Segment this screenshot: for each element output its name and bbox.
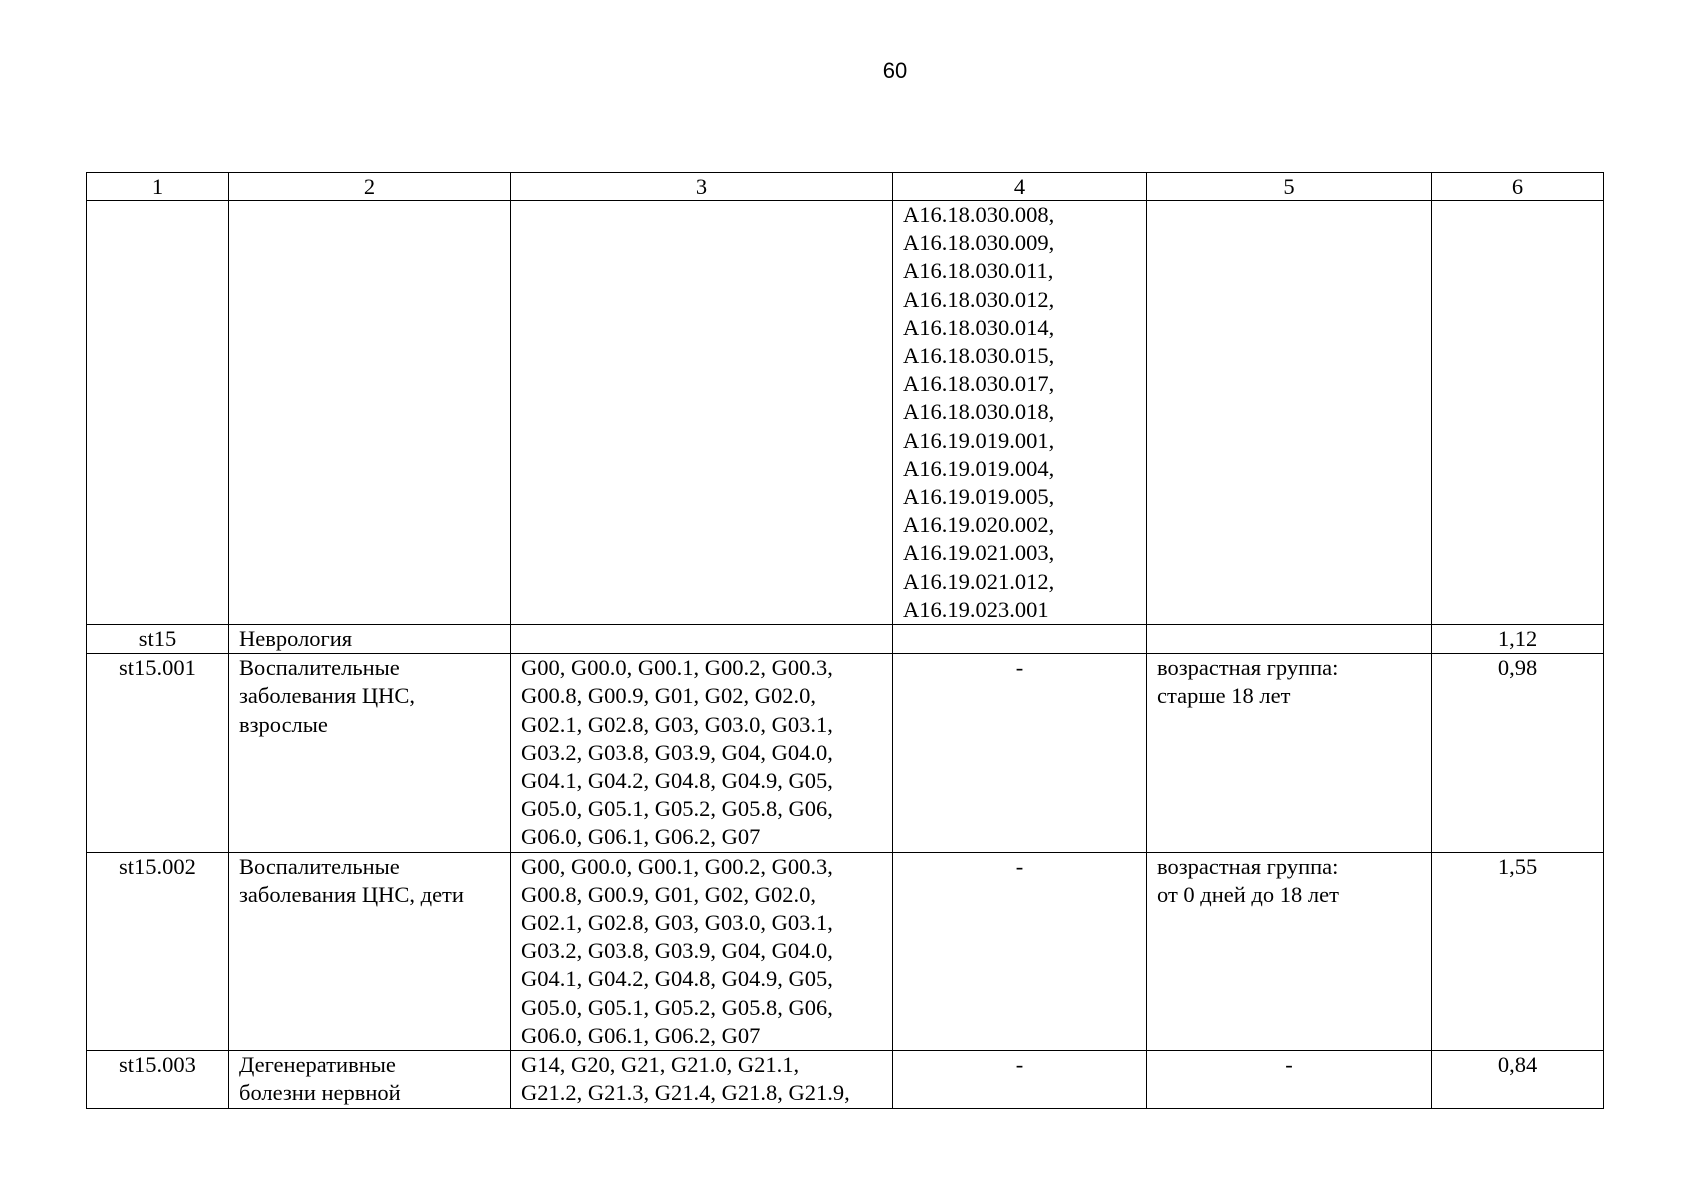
coefficient-cell: 0,98 <box>1432 654 1604 852</box>
coefficient-cell: 0,84 <box>1432 1051 1604 1108</box>
criteria-cell <box>1147 852 1432 1050</box>
code-cell <box>87 201 229 625</box>
name-line: взрослые <box>239 711 328 737</box>
diagnosis-line: G00.8, G00.9, G01, G02, G02.0, <box>521 683 816 709</box>
operation-code: A16.18.030.009, <box>903 230 1055 256</box>
operation-code: A16.18.030.015, <box>903 343 1055 369</box>
criteria-line: от 0 дней до 18 лет <box>1157 881 1339 907</box>
column-number-1: 1 <box>87 173 229 201</box>
operation-code: A16.18.030.017, <box>903 371 1055 397</box>
table-row-st15-003 <box>87 1051 1604 1108</box>
diagnosis-line: G06.0, G06.1, G06.2, G07 <box>521 1022 761 1048</box>
criteria-line: возрастная группа: <box>1157 655 1339 681</box>
column-number-2: 2 <box>229 173 511 201</box>
column-number-5: 5 <box>1147 173 1432 201</box>
diagnosis-line: G00, G00.0, G00.1, G00.2, G00.3, <box>521 655 833 681</box>
page-number: 60 <box>882 58 908 83</box>
diagnosis-line: G21.2, G21.3, G21.4, G21.8, G21.9, <box>521 1080 850 1106</box>
diagnosis-cell <box>511 852 893 1050</box>
operation-code: A16.18.030.011, <box>903 258 1054 284</box>
diagnosis-line: G00.8, G00.9, G01, G02, G02.0, <box>521 881 816 907</box>
operation-code: A16.19.020.002, <box>903 512 1055 538</box>
code-cell: st15.003 <box>87 1051 229 1108</box>
criteria-line: старше 18 лет <box>1157 683 1291 709</box>
diagnosis-line: G02.1, G02.8, G03, G03.0, G03.1, <box>521 910 833 936</box>
criteria-cell <box>1147 201 1432 625</box>
operation-code: A16.19.019.001, <box>903 427 1055 453</box>
coefficient-cell: 1,55 <box>1432 852 1604 1050</box>
code-cell: st15.002 <box>87 852 229 1050</box>
name-cell: Неврология <box>229 625 511 654</box>
table-row-st15-001 <box>87 654 1604 852</box>
criteria-cell <box>1147 625 1432 654</box>
code-cell: st15.001 <box>87 654 229 852</box>
operation-code: A16.18.030.012, <box>903 286 1055 312</box>
operations-cell <box>893 201 1147 625</box>
name-cell <box>229 852 511 1050</box>
diagnosis-line: G14, G20, G21, G21.0, G21.1, <box>521 1052 800 1078</box>
code-cell: st15 <box>87 625 229 654</box>
table-row-st15-002 <box>87 852 1604 1050</box>
name-cell <box>229 201 511 625</box>
operation-code: A16.19.021.012, <box>903 568 1055 594</box>
diagnosis-line: G00, G00.0, G00.1, G00.2, G00.3, <box>521 853 833 879</box>
name-cell <box>229 654 511 852</box>
tariff-table <box>86 172 1604 1109</box>
operations-cell: - <box>893 852 1147 1050</box>
diagnosis-line: G03.2, G03.8, G03.9, G04, G04.0, <box>521 938 833 964</box>
name-cell <box>229 1051 511 1108</box>
column-number-3: 3 <box>511 173 893 201</box>
criteria-cell <box>1147 654 1432 852</box>
operation-code: A16.18.030.018, <box>903 399 1055 425</box>
name-line: Дегенеративные <box>239 1052 396 1078</box>
table-row-st15 <box>87 625 1604 654</box>
name-line: Воспалительные <box>239 853 400 879</box>
table-row-continued <box>87 201 1604 625</box>
column-number-row <box>87 173 1604 201</box>
diagnosis-line: G06.0, G06.1, G06.2, G07 <box>521 824 761 850</box>
coefficient-cell <box>1432 201 1604 625</box>
name-line: Воспалительные <box>239 655 400 681</box>
diagnosis-line: G05.0, G05.1, G05.2, G05.8, G06, <box>521 994 833 1020</box>
diagnosis-cell <box>511 625 893 654</box>
name-line: болезни нервной <box>239 1080 401 1106</box>
operations-cell <box>893 625 1147 654</box>
operations-cell: - <box>893 1051 1147 1108</box>
diagnosis-line: G02.1, G02.8, G03, G03.0, G03.1, <box>521 711 833 737</box>
diagnosis-line: G04.1, G04.2, G04.8, G04.9, G05, <box>521 768 833 794</box>
operation-code: A16.18.030.008, <box>903 202 1055 227</box>
criteria-line: возрастная группа: <box>1157 853 1339 879</box>
diagnosis-cell <box>511 654 893 852</box>
column-number-4: 4 <box>893 173 1147 201</box>
coefficient-cell: 1,12 <box>1432 625 1604 654</box>
column-number-6: 6 <box>1432 173 1604 201</box>
criteria-cell: - <box>1147 1051 1432 1108</box>
operation-code: A16.19.019.005, <box>903 484 1055 510</box>
operation-code: A16.18.030.014, <box>903 314 1055 340</box>
operation-code: A16.19.021.003, <box>903 540 1055 566</box>
operations-cell: - <box>893 654 1147 852</box>
diagnosis-line: G03.2, G03.8, G03.9, G04, G04.0, <box>521 739 833 765</box>
name-line: заболевания ЦНС, <box>239 683 415 709</box>
diagnosis-cell <box>511 1051 893 1108</box>
diagnosis-line: G04.1, G04.2, G04.8, G04.9, G05, <box>521 966 833 992</box>
diagnosis-cell <box>511 201 893 625</box>
operation-code: A16.19.019.004, <box>903 455 1055 481</box>
diagnosis-line: G05.0, G05.1, G05.2, G05.8, G06, <box>521 796 833 822</box>
operation-code: A16.19.023.001 <box>903 596 1049 622</box>
name-line: заболевания ЦНС, дети <box>239 881 464 907</box>
